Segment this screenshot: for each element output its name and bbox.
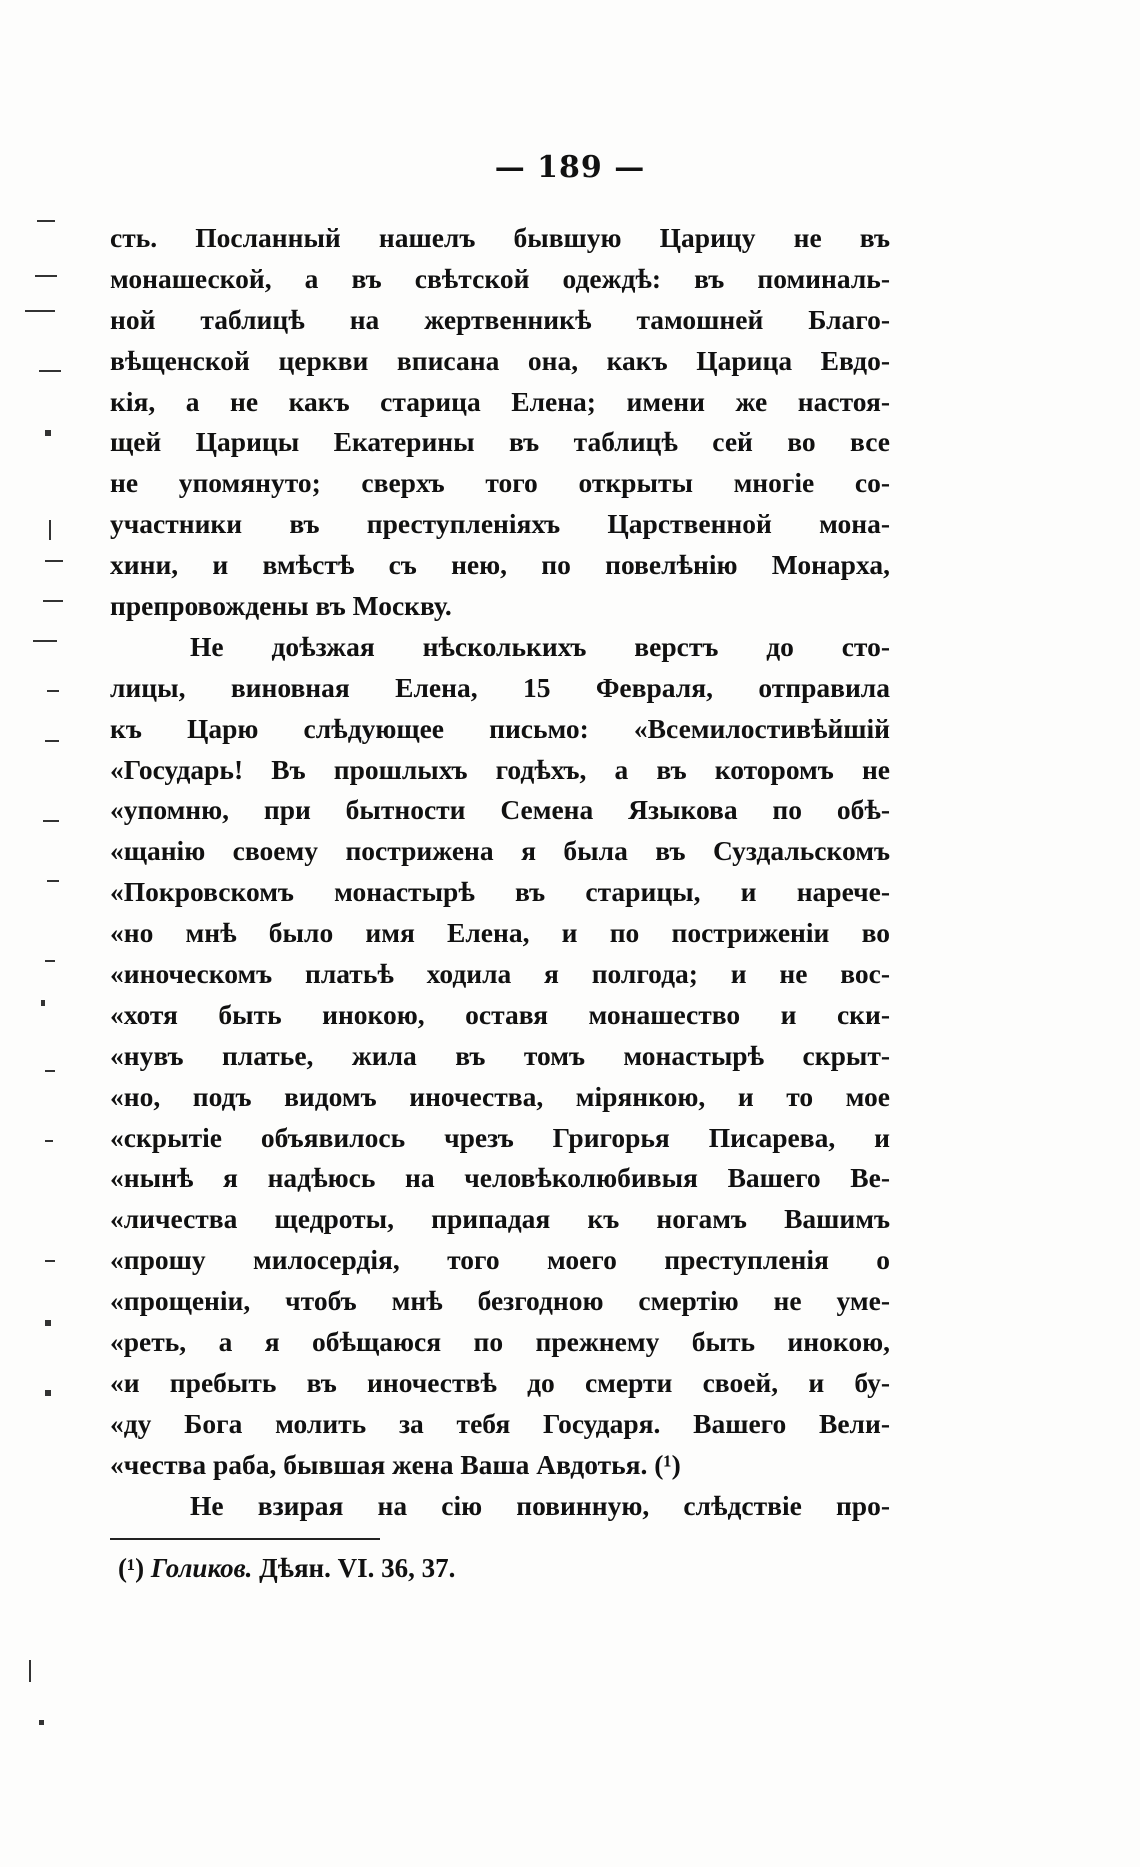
text-line: «упомню, при бытности Семена Языкова по обѣ- [110,794,890,826]
text-line: «но мнѣ было имя Елена, и по постриженіи во [110,917,890,949]
footnote-reference: Дѣян. VI. 36, 37. [259,1553,456,1583]
text-line: препровождены въ Москву. [110,590,452,622]
text-line: «ду Бога молить за тебя Государя. Вашего Вели- [110,1407,890,1439]
text-line: «хотя быть инокою, оставя монашество и ски- [110,998,890,1030]
text-line: «щанію своему пострижена я была въ Суздальскомъ [110,835,890,867]
text-line: хини, и вмѣстѣ съ нею, по повелѣнію Монарха, [110,549,890,581]
text-line: «Государь! Въ прошлыхъ годѣхъ, а въ которомъ не [110,753,890,785]
text-line: «реть, а я обѣщаюся по прежнему быть инокою, [110,1326,890,1358]
text-line: «иноческомъ платьѣ ходила я полгода; и не вос- [110,958,890,990]
footnote-marker: (¹) [118,1553,145,1583]
text-line: «чества раба, бывшая жена Ваша Авдотья. (¹) [110,1448,681,1480]
text-line: «личества щедроты, припадая къ ногамъ Вашимъ [110,1203,890,1235]
footnote [118,1548,455,1588]
text-line: вѣщенской церкви вписана она, какъ Царица Евдо- [110,344,890,376]
text-line: сть. Посланный нашелъ бывшую Царицу не въ [110,222,890,253]
text-line: «прошу милосердія, того моего преступленія о [110,1244,890,1276]
text-line: Не взирая на сію повинную, слѣдствіе про- [190,1489,890,1521]
text-line: «прощеніи, чтобъ мнѣ безгодною смертію не уме- [110,1285,890,1317]
text-line: «но, подъ видомъ иночества, мірянкою, и то мое [110,1080,890,1112]
footnote-divider [110,1538,380,1540]
text-line: «скрытіе объявилось чрезъ Григорья Писарева, и [110,1121,890,1153]
text-line: не упомянуто; сверхъ того открыты многіе со- [110,467,890,499]
text-line: монашеской, а въ свѣтской одеждѣ: въ поминаль- [110,262,890,294]
page-number: — 189 — [494,150,646,185]
text-line: лицы, виновная Елена, 15 Февраля, отправила [110,671,890,703]
text-line: «нувъ платье, жила въ томъ монастырѣ скрыт- [110,1039,890,1071]
text-line: щей Царицы Екатерины въ таблицѣ сей во все [110,426,890,458]
text-line: «и пребыть въ иночествѣ до смерти своей, и бу- [110,1366,890,1398]
main-text [110,218,890,1527]
text-line: участники въ преступленіяхъ Царственной мона- [110,508,890,540]
text-line: къ Царю слѣдующее письмо: «Всемилостивѣйшій [110,712,890,744]
text-line: «нынѣ я надѣюсь на человѣколюбивыя Вашего Ве- [110,1162,890,1194]
margin-marks [25,220,85,1780]
footnote-author: Голиков. [150,1553,253,1583]
text-line: Не доѣзжая нѣсколькихъ верстъ до сто- [190,630,890,662]
text-line: ной таблицѣ на жертвенникѣ тамошней Благо- [110,303,890,335]
text-line: кія, а не какъ старица Елена; имени же настоя- [110,385,890,417]
text-line: «Покровскомъ монастырѣ въ старицы, и нарече- [110,876,890,908]
